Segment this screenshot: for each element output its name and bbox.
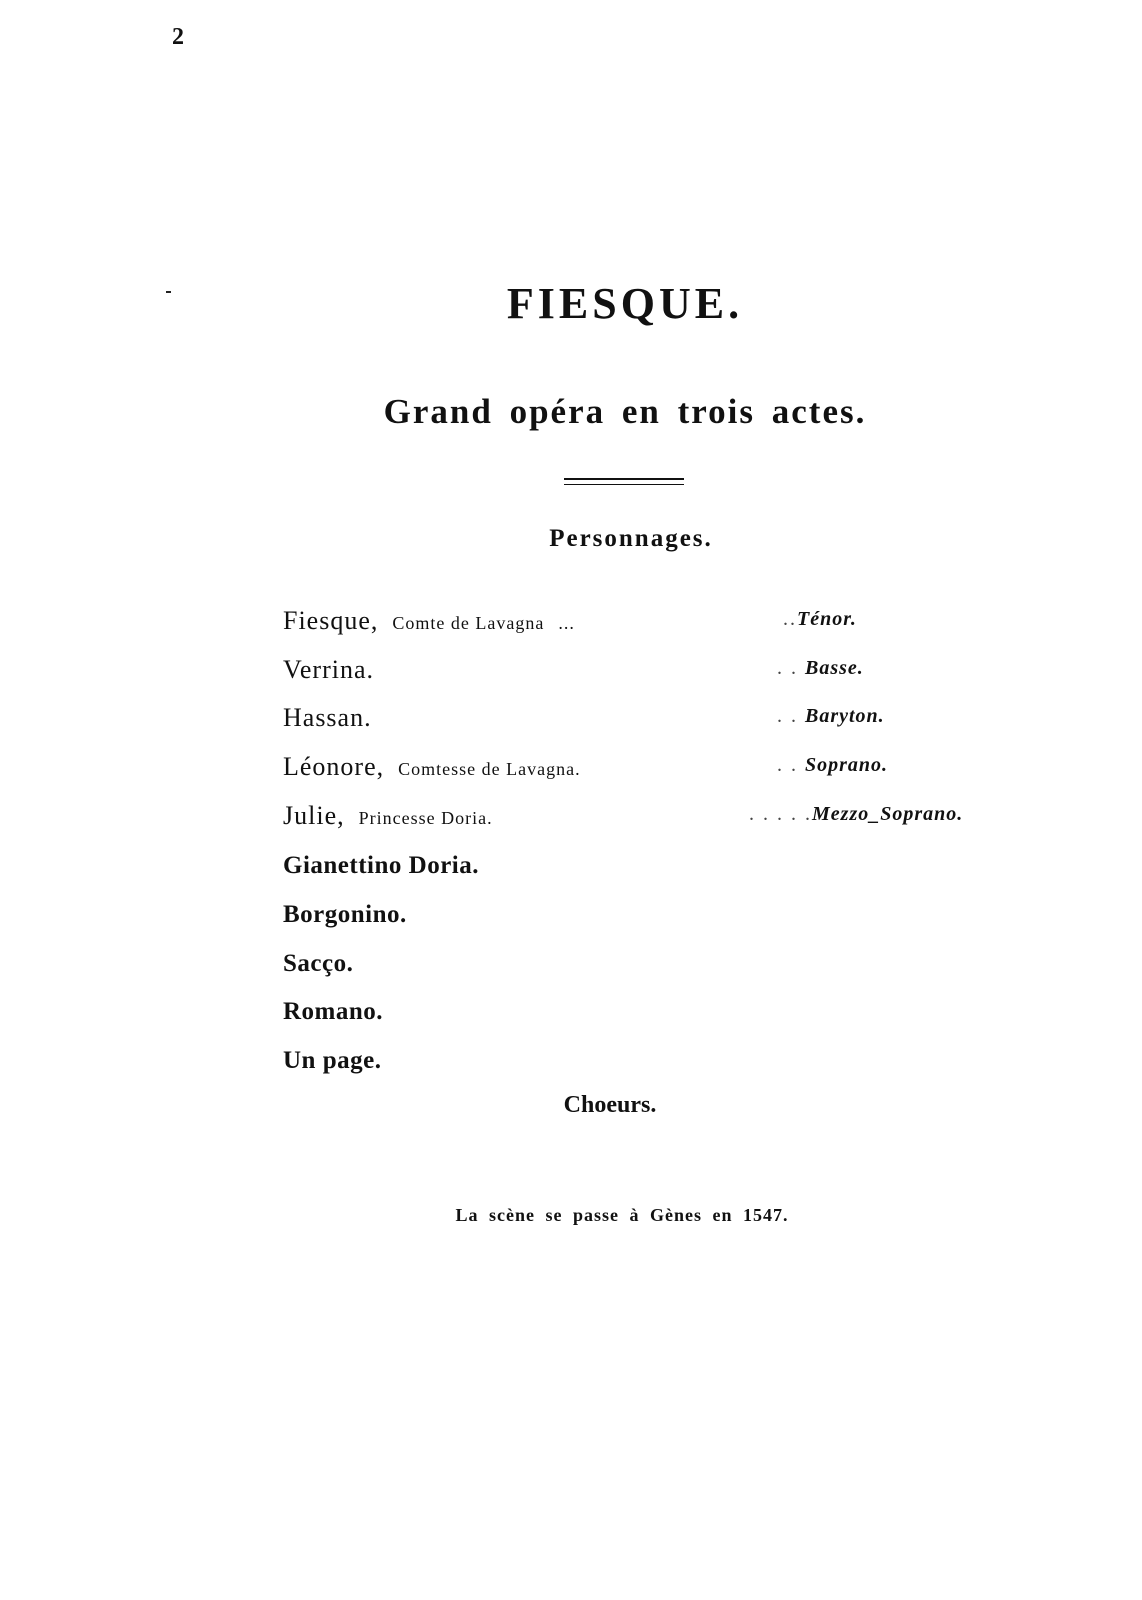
cast-character-name: Un page. (283, 1047, 382, 1074)
page-number: 2 (172, 24, 184, 50)
cast-heading: Personnages. (549, 525, 713, 552)
cast-character-name: Gianettino Doria. (283, 852, 479, 879)
chorus-label: Choeurs. (563, 1092, 657, 1118)
cast-voice-type: Mezzo_Soprano. (812, 803, 964, 825)
cast-character-name: Julie, (283, 801, 345, 830)
leader-dots: ... (558, 613, 575, 633)
cast-character-description: Comte de Lavagna (392, 613, 545, 633)
title-rule-upper (564, 478, 684, 480)
cast-row (283, 801, 1003, 837)
cast-voice-type: Basse. (805, 657, 864, 679)
cast-role (283, 996, 383, 1026)
cast-character-description: Comtesse de Lavagna. (398, 759, 581, 779)
cast-row (283, 948, 1003, 984)
cast-row (283, 850, 1003, 886)
cast-character-name: Borgonino. (283, 901, 407, 928)
cast-voice-type: Ténor. (797, 608, 857, 630)
cast-character-description: Princesse Doria. (358, 808, 493, 828)
cast-role (283, 1045, 381, 1075)
leader-dots: . . . . . (749, 803, 812, 825)
title-rule-lower (564, 484, 684, 485)
cast-role (283, 752, 581, 782)
cast-voice-type: Soprano. (805, 754, 889, 776)
cast-voice (777, 705, 885, 728)
cast-row (283, 1045, 1003, 1081)
cast-character-name: Léonore, (283, 752, 385, 781)
leader-dots: . . (777, 657, 805, 679)
cast-row (283, 899, 1003, 935)
leader-dots: . . (777, 705, 805, 727)
cast-voice (777, 657, 864, 680)
cast-row (283, 655, 1003, 691)
cast-character-name: Romano. (283, 998, 384, 1025)
cast-row (283, 752, 1003, 788)
cast-role (283, 655, 374, 685)
page-subtitle: Grand opéra en trois actes. (383, 392, 867, 431)
cast-character-name: Hassan. (283, 703, 372, 732)
cast-role (283, 899, 407, 929)
cast-character-name: Verrina. (283, 655, 375, 684)
leader-dots: .. (783, 608, 797, 630)
cast-row (283, 606, 1003, 642)
cast-role (283, 703, 372, 733)
cast-character-name: Sacço. (283, 950, 354, 977)
cast-row (283, 703, 1003, 739)
cast-role (283, 606, 575, 636)
cast-voice (783, 608, 857, 631)
leader-dots: . . (777, 754, 805, 776)
cast-voice (749, 803, 963, 826)
cast-role (283, 948, 353, 978)
cast-character-name: Fiesque, (283, 606, 379, 635)
cast-voice (777, 754, 888, 777)
cast-role (283, 801, 493, 831)
cast-role (283, 850, 479, 880)
page-title: FIESQUE. (506, 279, 744, 328)
cast-row (283, 996, 1003, 1032)
cast-voice-type: Baryton. (805, 705, 885, 727)
scene-note: La scène se passe à Gènes en 1547. (455, 1205, 789, 1225)
